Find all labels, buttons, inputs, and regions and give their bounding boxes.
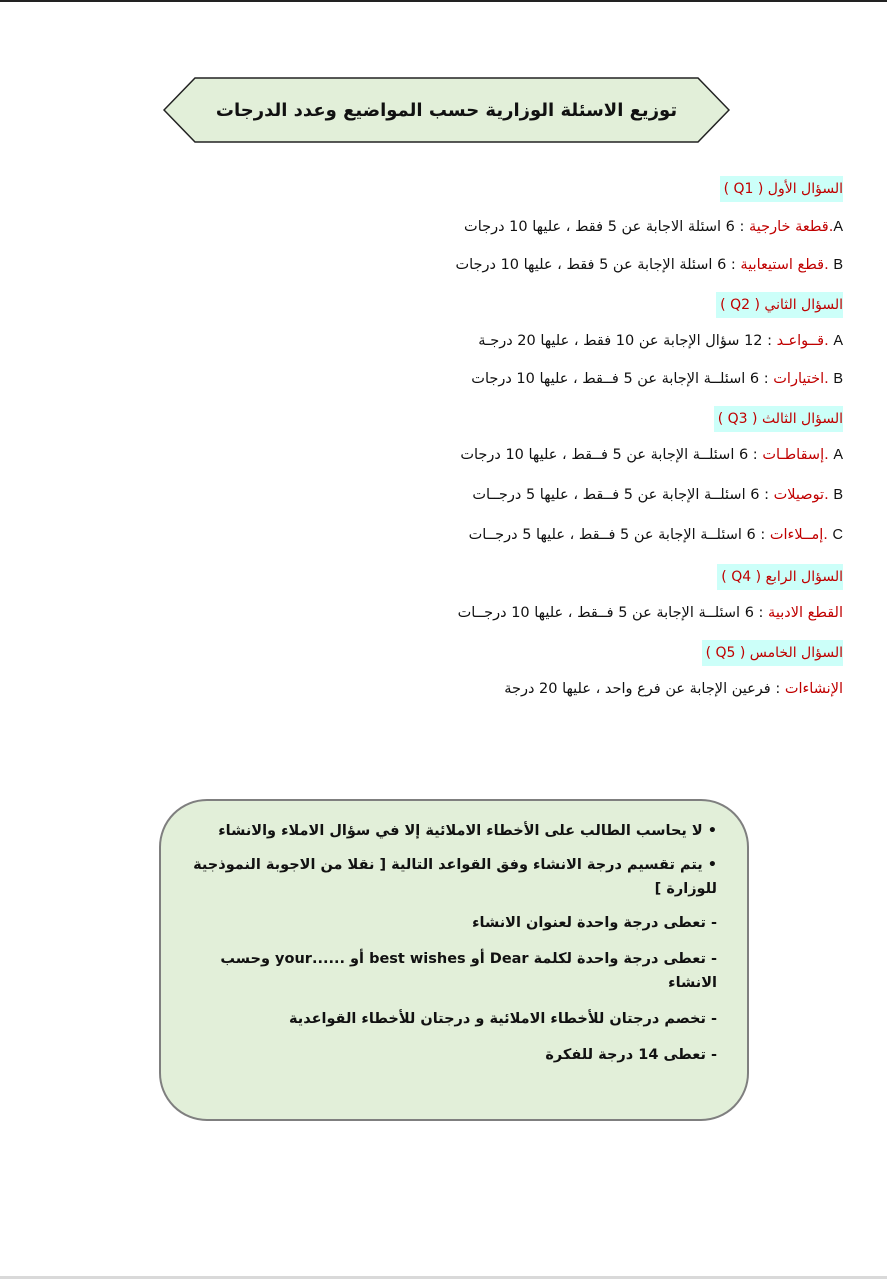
question-block-q1 [323, 176, 843, 216]
top-border-line [0, 0, 887, 2]
question-item: الإنشاءات : فرعين الإجابة عن فرع واحد ، عليها 20 درجة [504, 681, 843, 697]
question-heading: السؤال الخامس ( Q5 ) [702, 640, 843, 666]
question-item: B .توصيلات : 6 اسئلــة الإجابة عن 5 فــقط ، عليها 5 درجــات [472, 487, 843, 503]
question-block-q3 [323, 406, 843, 444]
title-banner [163, 77, 730, 143]
question-block-q2 [323, 292, 843, 330]
question-item: القطع الادبية : 6 اسئلــة الإجابة عن 5 فــقط ، عليها 10 درجــات [457, 605, 843, 621]
note-item: • يتم تقسيم درجة الانشاء وفق القواعد التالية [ نقلا من الاجوبة النموذجية للوزارة ] [193, 857, 717, 897]
question-item: A .إسقاطـات : 6 اسئلــة الإجابة عن 5 فــقط ، عليها 10 درجات [460, 447, 843, 463]
bottom-border-line [0, 1276, 887, 1279]
note-item: - تعطى درجة واحدة لكلمة Dear أو best wishes أو ......your وحسب الانشاء [220, 951, 717, 991]
question-item: A .قــواعـد : 12 سؤال الإجابة عن 10 فقط ، عليها 20 درجـة [478, 333, 843, 349]
question-heading: السؤال الرابع ( Q4 ) [717, 564, 843, 590]
question-block-q5 [323, 640, 843, 678]
question-item: C .إمــلاءات : 6 اسئلــة الإجابة عن 5 فــقط ، عليها 5 درجــات [468, 527, 843, 543]
question-item: B .قطع استيعابية : 6 اسئلة الإجابة عن 5 فقط ، عليها 10 درجات [455, 257, 843, 273]
question-heading: السؤال الثاني ( Q2 ) [716, 292, 843, 318]
question-item: A.قطعة خارجية : 6 اسئلة الاجابة عن 5 فقط ، عليها 10 درجات [464, 219, 843, 235]
note-item: - تخصم درجتان للأخطاء الاملائية و درجتان للأخطاء القواعدية [288, 1011, 717, 1027]
page-title: توزيع الاسئلة الوزارية حسب المواضيع وعدد الدرجات [215, 99, 678, 121]
question-block-q4 [323, 564, 843, 602]
note-item: • لا يحاسب الطالب على الأخطاء الاملائية إلا في سؤال الاملاء والانشاء [218, 823, 717, 839]
notes-box [159, 799, 749, 1121]
question-item: B .اختيارات : 6 اسئلــة الإجابة عن 5 فــقط ، عليها 10 درجات [471, 371, 843, 387]
questions-list [323, 176, 843, 716]
question-heading: السؤال الثالث ( Q3 ) [714, 406, 843, 432]
note-item: - تعطى درجة واحدة لعنوان الانشاء [472, 915, 717, 931]
question-heading: السؤال الأول ( Q1 ) [720, 176, 843, 202]
notes-list [189, 819, 717, 1067]
note-item: - تعطى 14 درجة للفكرة [545, 1047, 717, 1063]
